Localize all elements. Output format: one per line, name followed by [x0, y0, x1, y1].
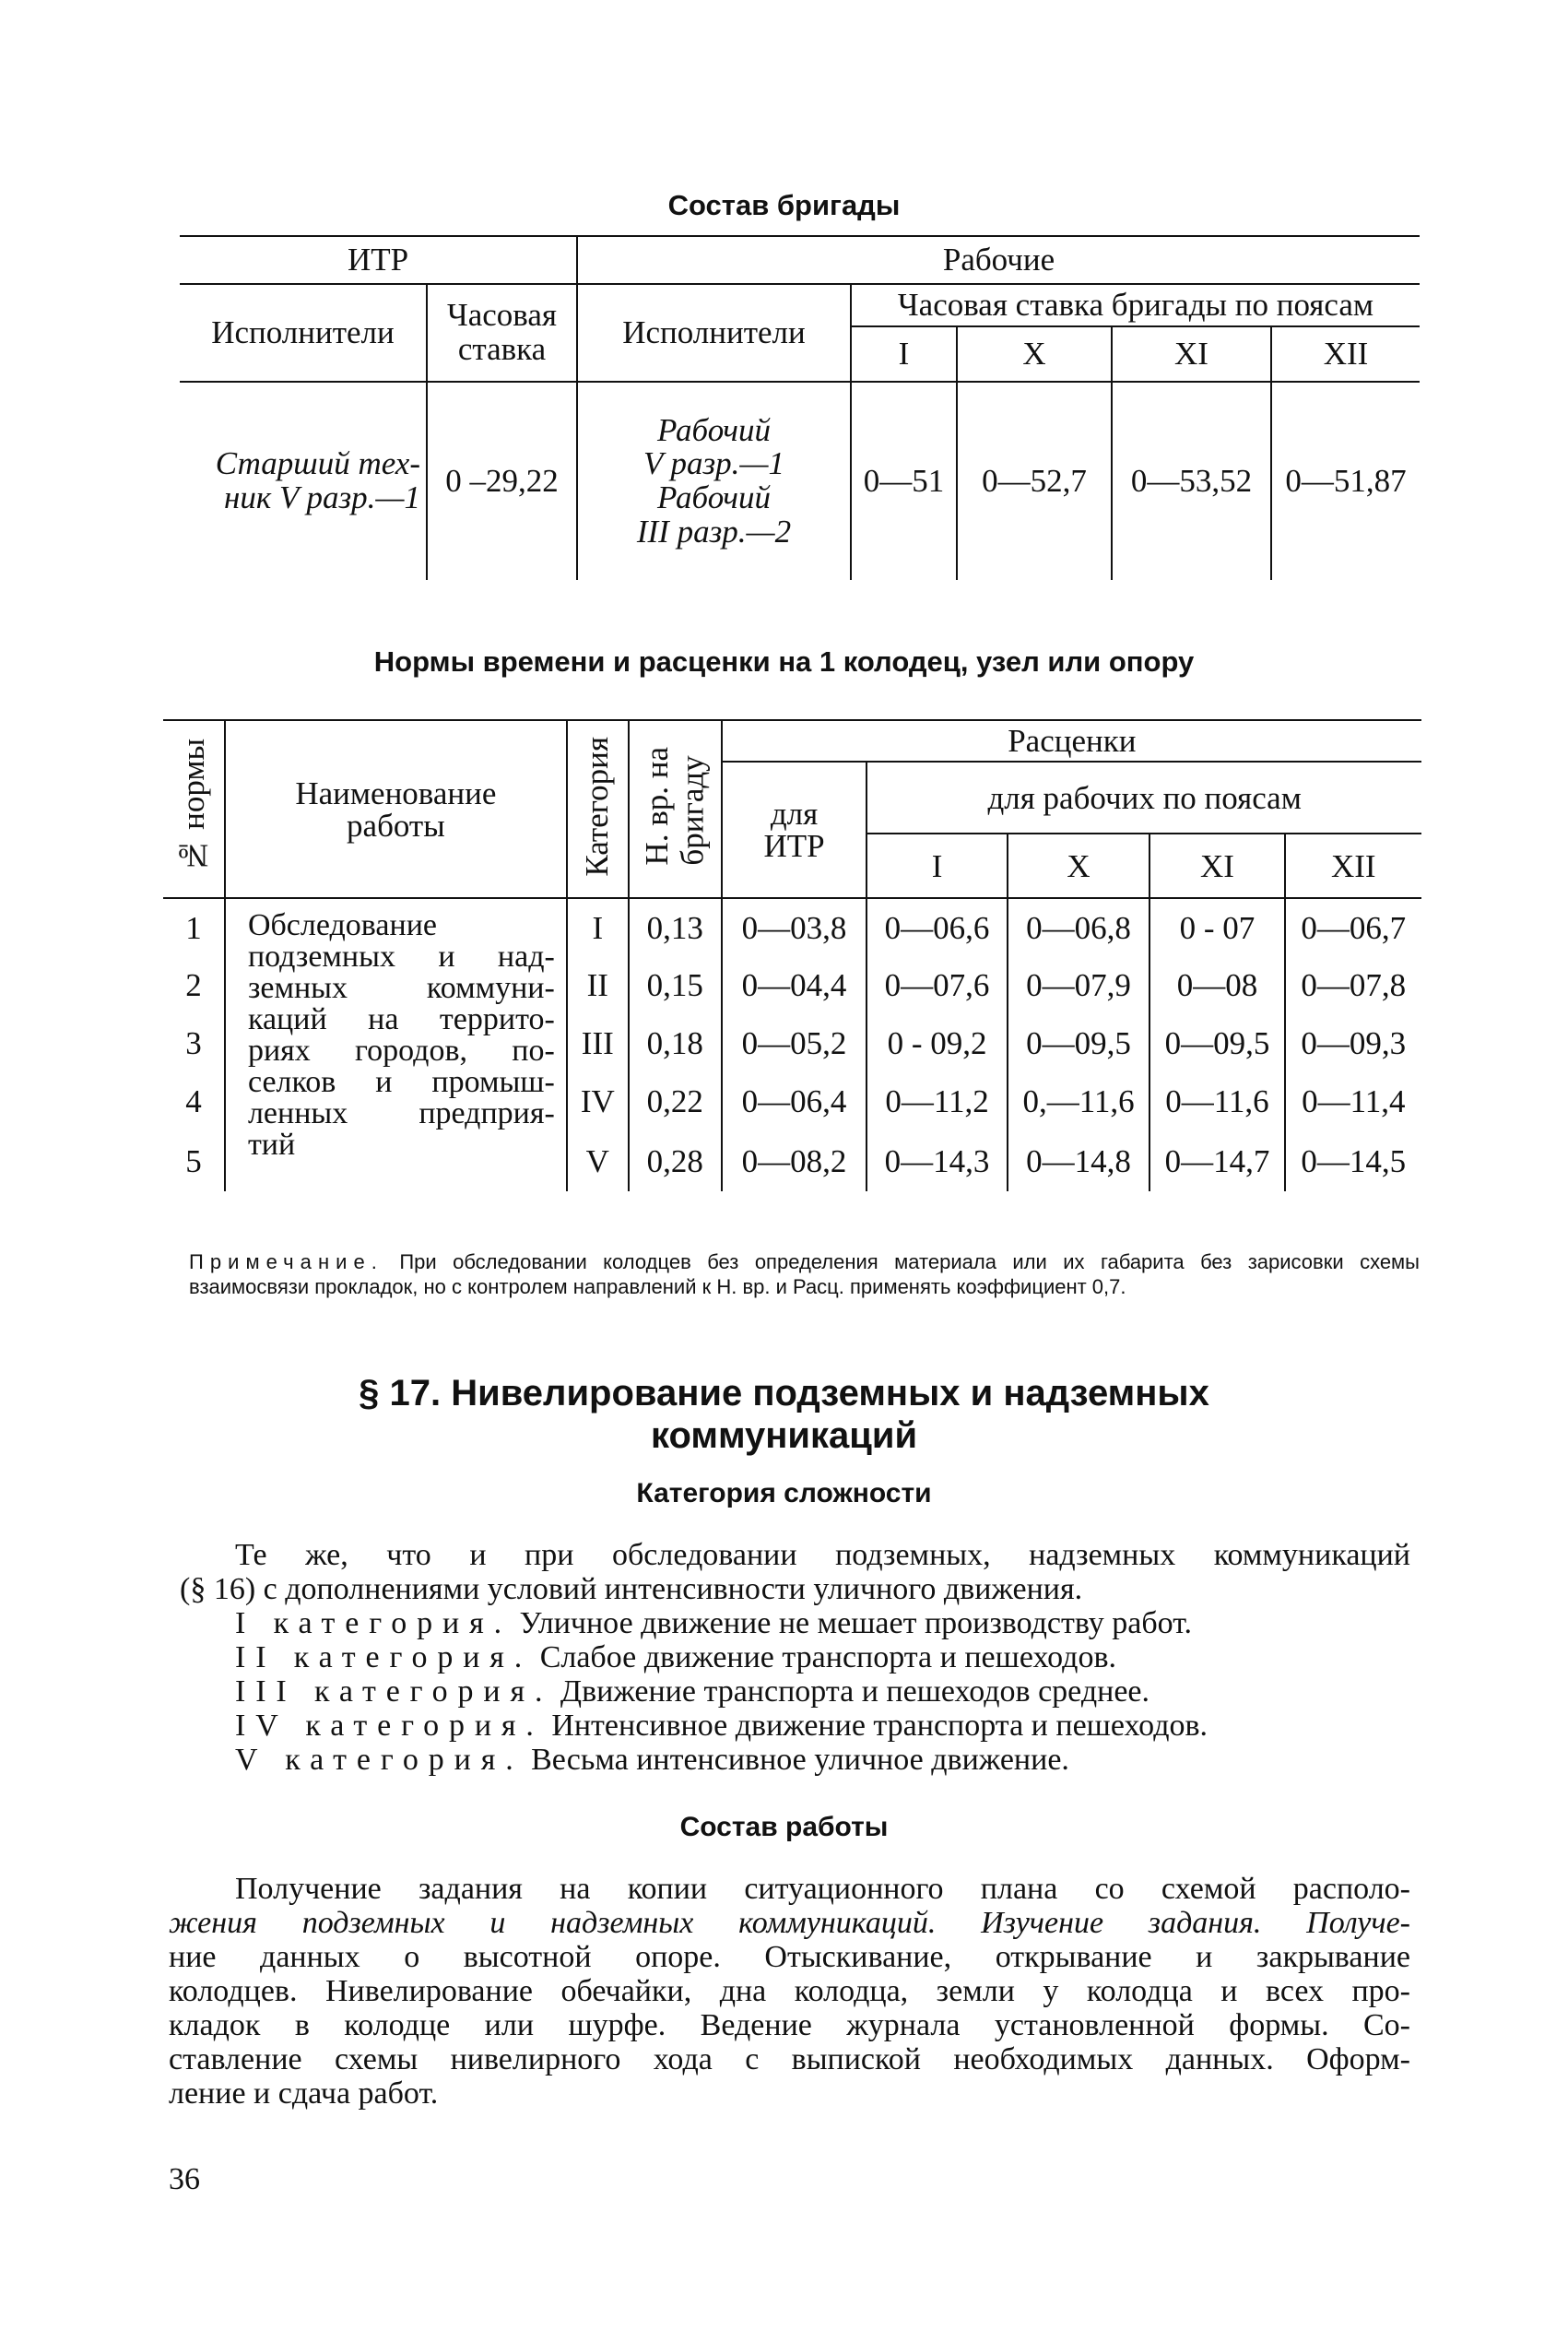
work-line-3: ние данных о высотной опоре. Отыскивание, открывание и закрывание [169, 1940, 1410, 1974]
itr-rates-header [722, 762, 867, 898]
rate-zone-xi: 0 - 07 [1149, 898, 1284, 956]
work-line: Обследование [247, 908, 437, 942]
brigade-rate-header: Часовая ставка бригады по поясам [851, 284, 1420, 326]
category-line-2: II категория. Слабое движение транспорта и пешеходов. [235, 1640, 1117, 1674]
zone-xi-header: XI [1149, 834, 1284, 898]
rate-zone-xii: 0—14,5 [1301, 1142, 1407, 1179]
category: IV [567, 1072, 629, 1130]
intro-line2: (§ 16) с дополнениями условий интенсивности уличного движения. [180, 1572, 1083, 1606]
zone-header-x: X [957, 326, 1112, 382]
work-line: ленных предприя- [247, 1096, 555, 1130]
note-label: Примечание. [189, 1250, 383, 1273]
workers-line3: Рабочий [657, 479, 771, 515]
section-title-line2: коммуникаций [650, 1415, 918, 1456]
workers-performers-header: Исполнители [577, 284, 851, 382]
itr-rate-header-line2: ставка [457, 331, 547, 367]
rate-zone-xi: 0—08 [1149, 956, 1284, 1014]
itr-performer-line2: ник V разр.—1 [223, 479, 420, 515]
rate-zone-i: 0—14,3 [867, 1130, 1007, 1191]
section-title-line1: § 17. Нивелирование подземных и надземных [359, 1373, 1209, 1413]
itr-rate-header-line1: Часовая [446, 297, 557, 334]
work-paragraph [169, 1872, 1410, 2111]
work-line-5: кладок в колодце или шурфе. Ведение журнала установленной формы. Со- [169, 2008, 1410, 2042]
category-header: Категория [567, 720, 629, 898]
norm-no: 5 [163, 1130, 225, 1191]
complexity-heading: Категория сложности [636, 1478, 932, 1508]
zone-x-header: X [1008, 834, 1150, 898]
workers-cell [577, 382, 851, 580]
rate-zone-x: 0—07,9 [1008, 956, 1150, 1014]
table2-caption: Нормы времени и расценки на 1 колодец, узел или опору [373, 645, 1195, 678]
itr-performer-line1: Старший тех- [215, 445, 420, 482]
itr-header: ИТР [180, 236, 577, 284]
norm-no: 4 [163, 1072, 225, 1130]
category: II [567, 956, 629, 1014]
workers-line2: V разр.—1 [643, 445, 785, 482]
time-norm: 0,22 [629, 1072, 722, 1130]
table1-caption: Состав бригады [667, 189, 901, 221]
rate-zone-x: 0—06,8 [1008, 898, 1150, 956]
workers-line1: Рабочий [657, 411, 771, 448]
time-norm: 0,18 [629, 1014, 722, 1072]
itr-performers-header: Исполнители [180, 284, 427, 382]
time-norm-header [629, 720, 722, 898]
workers-line4: III разр.—2 [636, 513, 792, 550]
category: I [567, 898, 629, 956]
work-name-header-line2: работы [347, 807, 445, 844]
rate-zone-xii: 0—06,7 [1301, 909, 1407, 946]
work-line-6: ставление схемы нивелирного хода с выпиской необходимых данных. Оформ- [169, 2042, 1410, 2076]
itr-rate: 0—06,4 [722, 1072, 867, 1130]
page-number: 36 [169, 2162, 200, 2196]
rate-zone-i: 0—07,6 [867, 956, 1007, 1014]
work-name-header-line1: Наименование [295, 775, 497, 811]
norm-no-header: № нормы [163, 720, 225, 898]
itr-rates-header-line1: для [770, 796, 819, 832]
zone-i-header: I [867, 834, 1007, 898]
rate-zone-i: 0—06,6 [867, 898, 1007, 956]
norm-no: 3 [163, 1014, 225, 1072]
norm-no: 2 [163, 956, 225, 1014]
time-norm: 0,13 [629, 898, 722, 956]
zone-header-i: I [851, 326, 957, 382]
workers-header: Рабочие [577, 236, 1420, 284]
category-line-3: III категория. Движение транспорта и пешеходов среднее. [235, 1674, 1150, 1709]
itr-rate-header [427, 284, 577, 382]
zone-header-xi: XI [1112, 326, 1271, 382]
rate-zone-xii: 0—07,8 [1301, 967, 1407, 1003]
category-line-5: V категория. Весьма интенсивное уличное движение. [235, 1743, 1069, 1777]
rates-header: Расценки [722, 720, 1421, 762]
time-norm: 0,15 [629, 956, 722, 1014]
zone-header-xii: XII [1271, 326, 1420, 382]
brigade-composition-table [180, 235, 1420, 580]
itr-rate: 0—08,2 [722, 1130, 867, 1191]
workers-zones-header: для рабочих по поясам [867, 762, 1421, 834]
intro-line1: Те же, что и при обследовании подземных, надземных коммуникаций [235, 1538, 1410, 1572]
work-line: каций на террито- [247, 1002, 555, 1036]
work-heading: Состав работы [679, 1812, 889, 1842]
time-norm: 0,28 [629, 1130, 722, 1191]
table-row [163, 898, 1421, 956]
work-line: подземных и над- [247, 940, 555, 974]
work-line: риях городов, по- [247, 1034, 555, 1068]
rate-zone-i: 0 - 09,2 [867, 1014, 1007, 1072]
work-line-7: ление и сдача работ. [169, 2076, 439, 2111]
rate-zone-i: 0—11,2 [867, 1072, 1007, 1130]
rate-zone-xii: 0—09,3 [1301, 1025, 1407, 1061]
rate-zone-x: 0—52,7 [957, 382, 1112, 580]
itr-rate: 0—05,2 [722, 1014, 867, 1072]
category-line-4: IV категория. Интенсивное движение транспорта и пешеходов. [235, 1709, 1208, 1743]
note-text: При обследовании колодцев без определения материала или их габарита без зарисовки схемы взаимосвязи прокладок, но с контролем направлений к Н. вр. и Расц. применять коэффициент 0,7. [189, 1250, 1420, 1298]
category: V [567, 1130, 629, 1191]
section-title [0, 1372, 1568, 1457]
norm-no: 1 [163, 898, 225, 956]
work-line: тий [247, 1128, 296, 1162]
zone-xii-header: XII [1285, 834, 1421, 898]
category-line-1: I категория. Уличное движение не мешает производству работ. [235, 1606, 1193, 1640]
itr-rate: 0—04,4 [722, 956, 867, 1014]
time-norm-header-line1: Н. вр. на [638, 747, 675, 866]
work-name-header [225, 720, 567, 898]
rate-zone-x: 0—14,8 [1008, 1130, 1150, 1191]
rate-zone-xii: 0—51,87 [1285, 462, 1407, 499]
rate-zone-xii: 0—11,4 [1302, 1083, 1406, 1119]
itr-performer-cell [180, 382, 427, 580]
table-note [189, 1249, 1420, 1299]
time-norms-table [163, 719, 1421, 1191]
rate-zone-x: 0—09,5 [1008, 1014, 1150, 1072]
work-line: селков и промыш- [247, 1065, 555, 1099]
itr-rate-cell: 0 –29,22 [427, 382, 577, 580]
work-description [225, 898, 567, 1191]
complexity-paragraph [180, 1538, 1410, 1777]
rate-zone-x: 0,—11,6 [1008, 1072, 1150, 1130]
work-line-2: жения подземных и надземных коммуникаций. Изучение задания. Получе- [169, 1906, 1410, 1940]
work-line-1: Получение задания на копии ситуационного плана со схемой располо- [235, 1872, 1410, 1906]
rate-zone-i: 0—51 [851, 382, 957, 580]
rate-zone-xi: 0—11,6 [1149, 1072, 1284, 1130]
time-norm-header-line2: бригаду [674, 755, 711, 866]
rate-zone-xi: 0—53,52 [1112, 382, 1271, 580]
itr-rates-header-line2: ИТР [763, 828, 825, 864]
rate-zone-xi: 0—14,7 [1149, 1130, 1284, 1191]
itr-rate: 0—03,8 [722, 898, 867, 956]
work-line-4: колодцев. Нивелирование обечайки, дна колодца, земли у колодца и всех про- [169, 1974, 1410, 2008]
work-line: земных коммуни- [247, 971, 555, 1005]
rate-zone-xi: 0—09,5 [1149, 1014, 1284, 1072]
category: III [567, 1014, 629, 1072]
